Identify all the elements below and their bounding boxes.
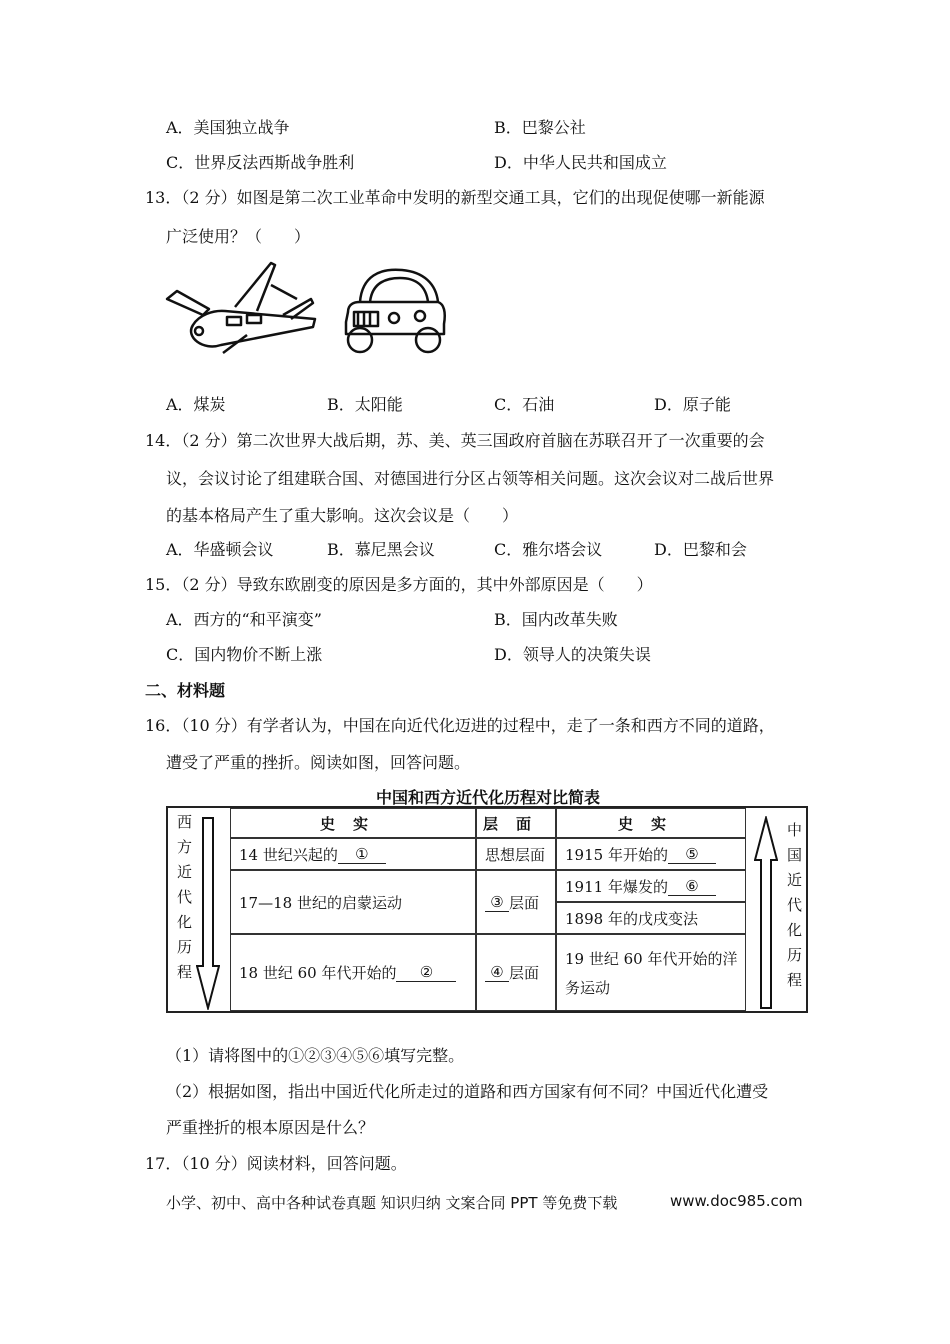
west-label: 西方近代化历程 [175, 814, 193, 989]
q16-stem-line2: 遭受了严重的挫折。阅读如图，回答问题。 [166, 753, 471, 772]
q12-option-d: D．中华人民共和国成立 [494, 153, 667, 172]
q13-option-b: B．太阳能 [327, 395, 403, 414]
west-row-1 [230, 838, 476, 870]
q13-stem-line2: 广泛使用？（ ） [166, 227, 311, 246]
q14-stem-line3: 的基本格局产生了重大影响。这次会议是（ ） [166, 506, 519, 525]
west-1-text: 14 世纪兴起的 [239, 845, 338, 864]
q16-stem-line1: 16．（10 分）有学者认为，中国在向近代化迈进的过程中，走了一条和西方不同的道路， [145, 716, 775, 735]
q13-stem-line1: 13．（2 分）如图是第二次工业革命中发明的新型交通工具，它们的出现促使哪一新能源 [145, 188, 765, 207]
header-level: 层面 [476, 808, 556, 838]
level-row-3 [476, 934, 556, 1011]
blank-4: ④ [485, 963, 509, 982]
q16-sub2-line2: 严重挫折的根本原因是什么？ [166, 1118, 375, 1137]
q15-option-d: D．领导人的决策失误 [494, 645, 651, 664]
q16-sub2-line1: （2）根据如图，指出中国近代化所走过的道路和西方国家有何不同？中国近代化遭受 [166, 1082, 769, 1101]
q15-option-a: A．西方的“和平演变” [166, 610, 322, 629]
china-label: 中国近代化历程 [785, 822, 803, 997]
section-heading: 二、材料题 [145, 681, 226, 700]
q13-option-a: A．煤炭 [166, 395, 226, 414]
china-row-1 [556, 838, 746, 870]
blank-5: ⑤ [668, 845, 716, 864]
west-3-text: 18 世纪 60 年代开始的 [239, 964, 397, 982]
q14-option-a: A．华盛顿会议 [166, 540, 274, 559]
blank-3: ③ [485, 893, 509, 912]
comparison-table [166, 806, 808, 1013]
q14-stem-line1: 14．（2 分）第二次世界大战后期，苏、美、英三国政府首脑在苏联召开了一次重要的会 [145, 431, 765, 450]
header-fact-china: 史实 [556, 808, 746, 838]
west-row-3 [230, 934, 476, 1011]
up-arrow-icon [754, 816, 778, 1010]
q13-option-d: D．原子能 [654, 395, 731, 414]
q14-option-c: C．雅尔塔会议 [494, 540, 603, 559]
q15-stem: 15．（2 分）导致东欧剧变的原因是多方面的，其中外部原因是（ ） [145, 575, 653, 594]
q12-option-a: A．美国独立战争 [166, 118, 290, 137]
blank-2: ② [396, 963, 456, 982]
china-1-text: 1915 年开始的 [565, 845, 668, 864]
blank-1: ① [338, 845, 386, 864]
q17-stem: 17．（10 分）阅读材料，回答问题。 [145, 1154, 407, 1173]
level-2-text: 层面 [509, 893, 540, 912]
q15-option-c: C．国内物价不断上涨 [166, 645, 323, 664]
china-2-text: 1911 年爆发的 [565, 877, 668, 896]
china-row-3: 1898 年的戊戌变法 [556, 902, 746, 934]
level-3-text: 层面 [509, 964, 540, 982]
q15-option-b: B．国内改革失败 [494, 610, 618, 629]
west-row-2: 17—18 世纪的启蒙运动 [230, 870, 476, 934]
china-4-line1: 19 世纪 60 年代开始的洋 [565, 949, 738, 968]
china-row-4 [556, 934, 746, 1011]
header-fact-west: 史实 [230, 808, 476, 838]
q12-option-c: C．世界反法西斯战争胜利 [166, 153, 355, 172]
level-row-2 [476, 870, 556, 934]
china-row-2 [556, 870, 746, 902]
q16-sub1: （1）请将图中的①②③④⑤⑥填写完整。 [166, 1046, 465, 1065]
blank-6: ⑥ [668, 877, 716, 896]
car-image [340, 262, 448, 358]
level-row-1: 思想层面 [476, 838, 556, 870]
q14-option-d: D．巴黎和会 [654, 540, 747, 559]
table-title: 中国和西方近代化历程对比简表 [376, 788, 601, 807]
footer-url: www.doc985.com [670, 1192, 803, 1210]
airplane-image [163, 255, 328, 355]
q14-option-b: B．慕尼黑会议 [327, 540, 435, 559]
q13-option-c: C．石油 [494, 395, 555, 414]
q12-option-b: B．巴黎公社 [494, 118, 586, 137]
q14-stem-line2: 议，会议讨论了组建联合国、对德国进行分区占领等相关问题。这次会议对二战后世界 [166, 469, 775, 488]
down-arrow-icon [196, 816, 220, 1010]
china-4-line2: 务运动 [565, 978, 611, 997]
footer-text: 小学、初中、高中各种试卷真题 知识归纳 文案合同 PPT 等免费下载 [166, 1194, 618, 1212]
